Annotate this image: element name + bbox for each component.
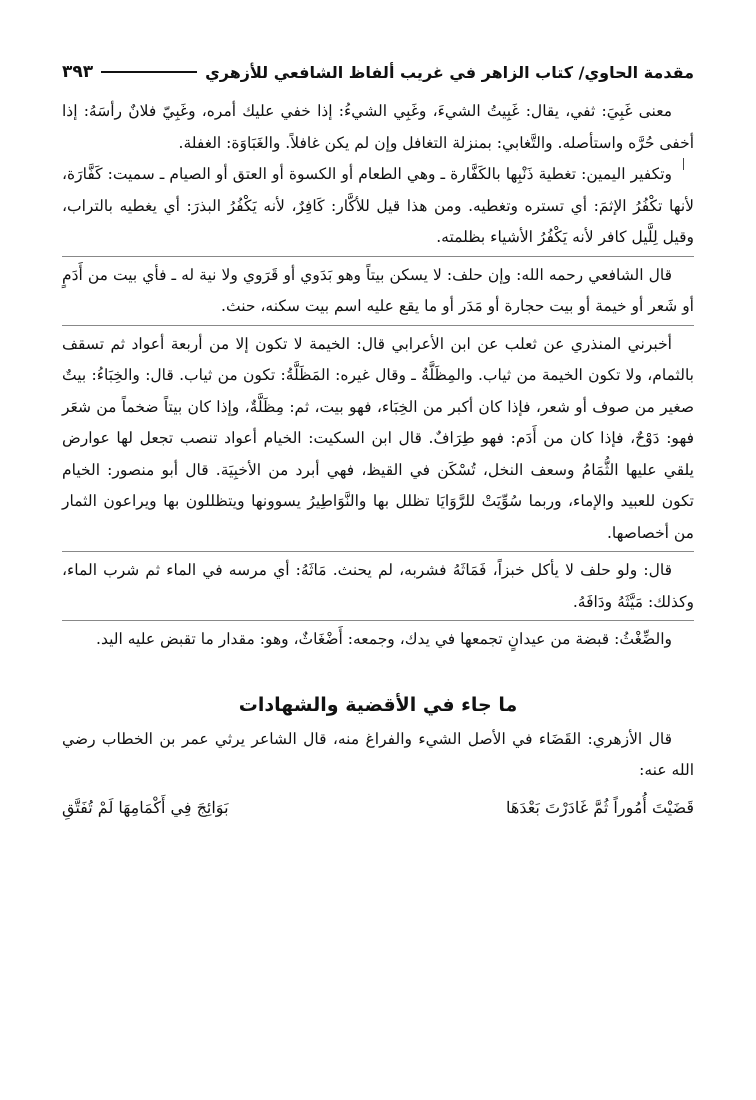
paragraph-khubz: قال: ولو حلف لا يأكل خبزاً، فَمَاثَهُ فشربه، لم يحنث. مَاثَهُ: أي مرسه في الماء ثم شرب الماء، وكذلك: مَيَّثَهُ ودَافَهُ. <box>62 561 694 611</box>
page-number: ٣٩٣ <box>62 62 94 82</box>
section-divider <box>62 551 694 552</box>
header-rule <box>101 71 197 73</box>
paragraph-dighth: والضِّغْثُ: قبضة من عيدانٍ تجمعها في يدك، وجمعه: أَضْغَاثٌ، وهو: مقدار ما تقبض عليه اليد. <box>96 630 672 648</box>
paragraph-kaffara: وتكفير اليمين: تغطية ذَنْبِها بالكَفَّارة ـ وهي الطعام أو الكسوة أو العتق أو الصيام ـ سميت: كَفَّارَة، لأنها تكْفُرُ الإثمَ: أي تستره وتغطيه. ومن هذا قيل للأكَّار: كَافِرٌ، لأنه يَكْفُرُ البذرَ: أي يغطيه بالتراب، وقيل لِلَّيل كافر لأنه يَكْفُرُ الأشياء بظلمته. <box>62 165 694 246</box>
running-title: مقدمة الحاوي/ كتاب الزاهر في غريب ألفاظ الشافعي للأزهري <box>205 62 694 82</box>
paragraph-shafii-oath: قال الشافعي رحمه الله: وإن حلف: لا يسكن بيتاً وهو بَدَوي أو قَرَوي ولا نية له ـ فأي بيت من أَدَمٍ أو شَعر أو خيمة أو بيت حجارة أو مَدَر أو ما يقع عليه اسم بيت سكنه، حنث. <box>62 265 694 315</box>
section-divider <box>62 256 694 257</box>
section-heading: ما جاء في الأقضية والشهادات <box>238 693 518 716</box>
paragraph-ghabi: معنى غَبِيَ: ثفي، يقال: غَبِيتُ الشيءَ، وغَبِي الشيءُ: إذا خفي عليك أمره، وغَبِيّ فلانٌ رأسَهُ: إذا أخفى حُرَّه واستأصله. والتَّغابي: بمنزلة التغافل وإن لم يكن غافلاً. والغَبَاوَة: الغفلة. <box>62 102 694 152</box>
paragraph-qada: قال الأزهري: القَضَاء في الأصل الشيء والفراغ منه، قال الشاعر يرثي عمر بن الخطاب رضي الله عنه: <box>62 729 694 779</box>
section-divider <box>62 620 694 621</box>
paragraph-khayma: أخبرني المنذري عن ثعلب عن ابن الأعرابي قال: الخيمة لا تكون إلا من أربعة أعواد ثم تسقف بالثمام، ولا تكون الخيمة من ثياب. والمِظَلَّةُ ـ وقال غيره: المَظَلَّةُ: تكون من ثياب. قال: والخِبَاءُ: بيتٌ صغير من صوف أو شعر، فإذا كان أكبر من الخِبَاء، فهو بيت، ثم: مِظَلَّةٌ، وإذا كان بيتاً ضخماً من شعَر فهو: دَوْحٌ، فإذا كان من أَدَم: فهو طِرَافٌ. قال ابن السكيت: الخيام أعواد تنصب تجعل لها عوارض يلقي عليها الثُّمَامُ وسعف النخل، تُسْكَن في القيظ، فهي أبرد من الأخبِيَة. قال أبو منصور: الخيام تكون للعبيد والإماء، وربما سُوِّيَتْ للرَّوَايَا تظلل بها والنَّوَاطِيرُ يسوونها ويتظللون بها ويراعون الثمار من أخصاصها. <box>62 334 694 542</box>
verse-second-hemistich: بَوَائِجَ فِي أَكْمَامِهَا لَمْ تُفَتَّقِ <box>62 797 229 817</box>
verse-first-hemistich: قَضَيْتَ أُمُوراً ثُمَّ غَادَرْتَ بَعْدَهَا <box>506 797 694 817</box>
running-header <box>62 58 694 86</box>
page-body <box>62 96 694 823</box>
section-divider <box>62 325 694 326</box>
poetry-verse <box>62 793 694 823</box>
